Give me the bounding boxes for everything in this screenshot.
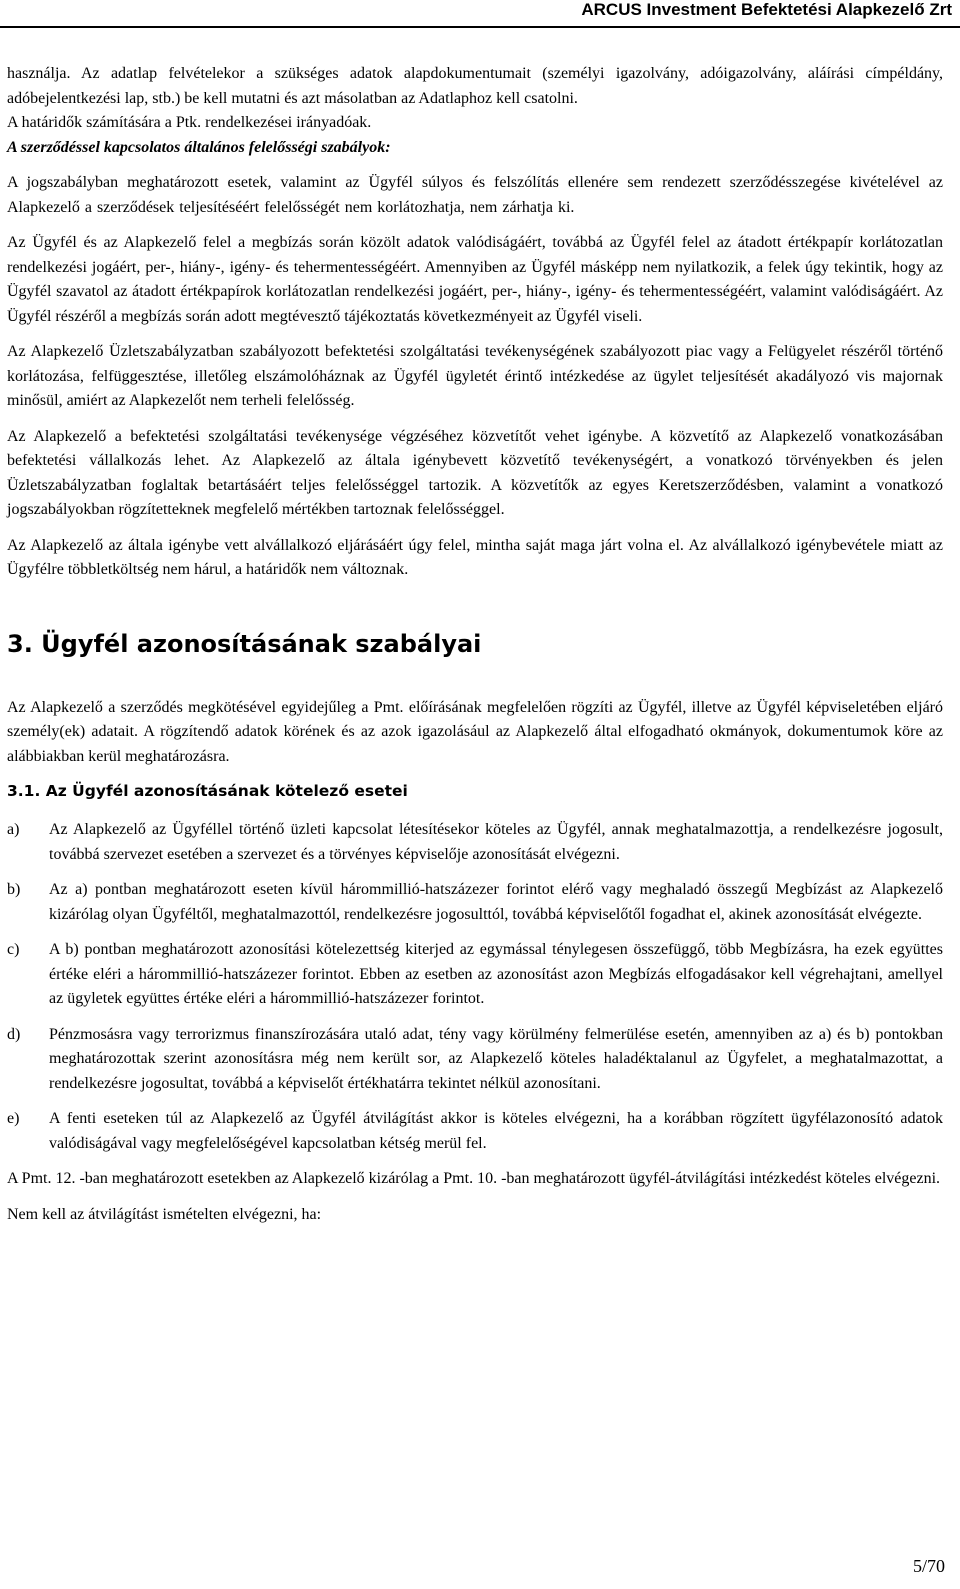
list-label: d): [7, 1025, 21, 1043]
list-label: b): [7, 881, 21, 898]
paragraph: A határidők számítására a Ptk. rendelkezései irányadóak.: [7, 114, 372, 131]
list-item: [7, 938, 943, 1012]
list-label: e): [7, 1110, 20, 1127]
page-number: 5/70: [912, 1556, 945, 1576]
paragraph: használja. Az adatlap felvételekor a szükséges adatok alapdokumentumait (személyi igazolvány, adóigazolvány, aláírási címpéldány, adóbejelentkezési lap, stb.) be kell mutatni és azt másolatban az Adatlaphoz kell csatolni.: [7, 65, 943, 107]
paragraph: Az Ügyfél és az Alapkezelő felel a megbízás során közölt adatok valódiságáért, továbbá az Ügyfél felel az átadott értékpapír korlátozatlan rendelkezési jogáért, per-, hiány-, igény- és tehermentességéért. Amennyiben az Ügyfél másképp nem nyilatkozik, a felek úgy tekintik, hogy az Ügyfél szavatol az átadott értékpapírok korlátozatlan rendelkezési jogáért, per-, hiány-, igény- és tehermentességéért, valamint valódiságáért. Az Ügyfél részéről a megbízás során adott megtévesztő tájékoztatás következményeit az Ügyfél viseli.: [7, 234, 943, 325]
document-body: [7, 62, 943, 1238]
list-label: c): [7, 941, 20, 958]
paragraph: Nem kell az átvilágítást ismételten elvégezni, ha:: [7, 1205, 322, 1223]
list-label: a): [7, 821, 20, 838]
list-text: A b) pontban meghatározott azonosítási kötelezettség kiterjed az egymással ténylegesen összefüggő, több Megbízásra, ha ezek együttes értéke eléri a hárommillió-hatszázezer forintot. Ebben az esetben az azonosítást azon Megbízás elfogadásakor kell végrehajtani, amellyel az ügyletek együttes értéke eléri a hárommillió-hatszázezer forintot.: [49, 941, 943, 1007]
header-rule: [0, 26, 960, 28]
list-item: [7, 1023, 943, 1097]
paragraph: A Pmt. 12. -ban meghatározott esetekben az Alapkezelő kizárólag a Pmt. 10. -ban meghatározott ügyfél-átvilágítási intézkedést köteles elvégezni.: [7, 1170, 941, 1187]
section-title: 3. Ügyfél azonosításának szabályai: [7, 629, 482, 658]
subheading: A szerződéssel kapcsolatos általános felelősségi szabályok:: [7, 138, 391, 156]
list-text: A fenti eseteken túl az Alapkezelő az Ügyfél átvilágítást akkor is köteles elvégezni, ha a korábban rögzített ügyfélazonosító adatok valódiságával vagy megfelelőségével kapcsolatban kétség merül fel.: [49, 1110, 943, 1152]
list-item: [7, 818, 943, 867]
paragraph: Az Alapkezelő az általa igénybe vett alvállalkozó eljárásáért úgy felel, mintha saját maga járt volna el. Az alvállalkozó igénybevétele miatt az Ügyfélre többletköltség nem hárul, a határidők nem változnak.: [7, 536, 943, 578]
paragraph: Az Alapkezelő a szerződés megkötésével egyidejűleg a Pmt. előírásának megfelelően rögzíti az Ügyfél, illetve az Ügyfél képviseletében eljáró személy(ek) adatait. A rögzítendő adatok körének és az azok igazolásául az Alapkezelő által elfogadható okmányok, dokumentumok köre az alábbiakban kerül meghatározásra.: [7, 698, 943, 765]
list-item: [7, 1107, 943, 1156]
list-text: Pénzmosásra vagy terrorizmus finanszírozására utaló adat, tény vagy körülmény felmerülése esetén, amennyiben az a) és b) pontokban meghatározottak szerint azonosításra még nem került sor, az Alapkezelő köteles haladéktalanul az Ügyfelet, a meghatalmazottat, a rendelkezésre jogosultat, továbbá a képviselőt értékhatárra tekintet nélkül azonosítani.: [49, 1025, 943, 1092]
list-text: Az a) pontban meghatározott eseten kívül hárommillió-hatszázezer forintot elérő vagy meghaladó összegű Megbízást az Alapkezelő kizárólag olyan Ügyféltől, meghatalmazottól, rendelkezésre jogosulttól, továbbá képviselőtől fogadhat el, akinek azonosítását elvégezte.: [49, 881, 943, 923]
paragraph: A jogszabályban meghatározott esetek, valamint az Ügyfél súlyos és felszólítás ellenére sem rendezett szerződésszegése kivételével az Alapkezelő a szerződések teljesítéséért felelősségét nem korlátozhatja, nem zárhatja ki.: [7, 174, 943, 216]
paragraph: Az Alapkezelő Üzletszabályzatban szabályozott befektetési szolgáltatási tevékenységének szabályozott piac vagy a Felügyelet részéről történő korlátozása, felfüggesztése, illetőleg elszámolóháznak az Ügyfél ügyletét érintő intézkedése az ügylet teljesítését akadályozó vis majornak minősül, amiért az Alapkezelőt nem terheli felelősség.: [7, 343, 943, 409]
paragraph: Az Alapkezelő a befektetési szolgáltatási tevékenysége végzéséhez közvetítőt vehet igénybe. A közvetítő az Alapkezelő vonatkozásában befektetési vállalkozás lehet. Az Alapkezelő az általa igénybevett közvetítő tevékenységért, a vonatkozó törvényekben és jelen Üzletszabályzatban foglaltak betartásáért teljes felelősséggel tartozik. A közvetítők az egyes Keretszerződésben, valamint a vonatkozó jogszabályokban rögzítetteknek megfelelő mértékben tartoznak felelősséggel.: [7, 427, 943, 518]
document-header: ARCUS Investment Befektetési Alapkezelő Zrt: [581, 0, 952, 19]
subsection-title: 3.1. Az Ügyfél azonosításának kötelező esetei: [7, 782, 408, 800]
list-item: [7, 878, 943, 927]
list-text: Az Alapkezelő az Ügyféllel történő üzleti kapcsolat létesítésekor köteles az Ügyfél, annak meghatalmazottja, a rendelkezésre jogosult, továbbá szervezet esetében a szervezet és a törvényes képviselője azonosítását elvégezni.: [49, 821, 943, 863]
